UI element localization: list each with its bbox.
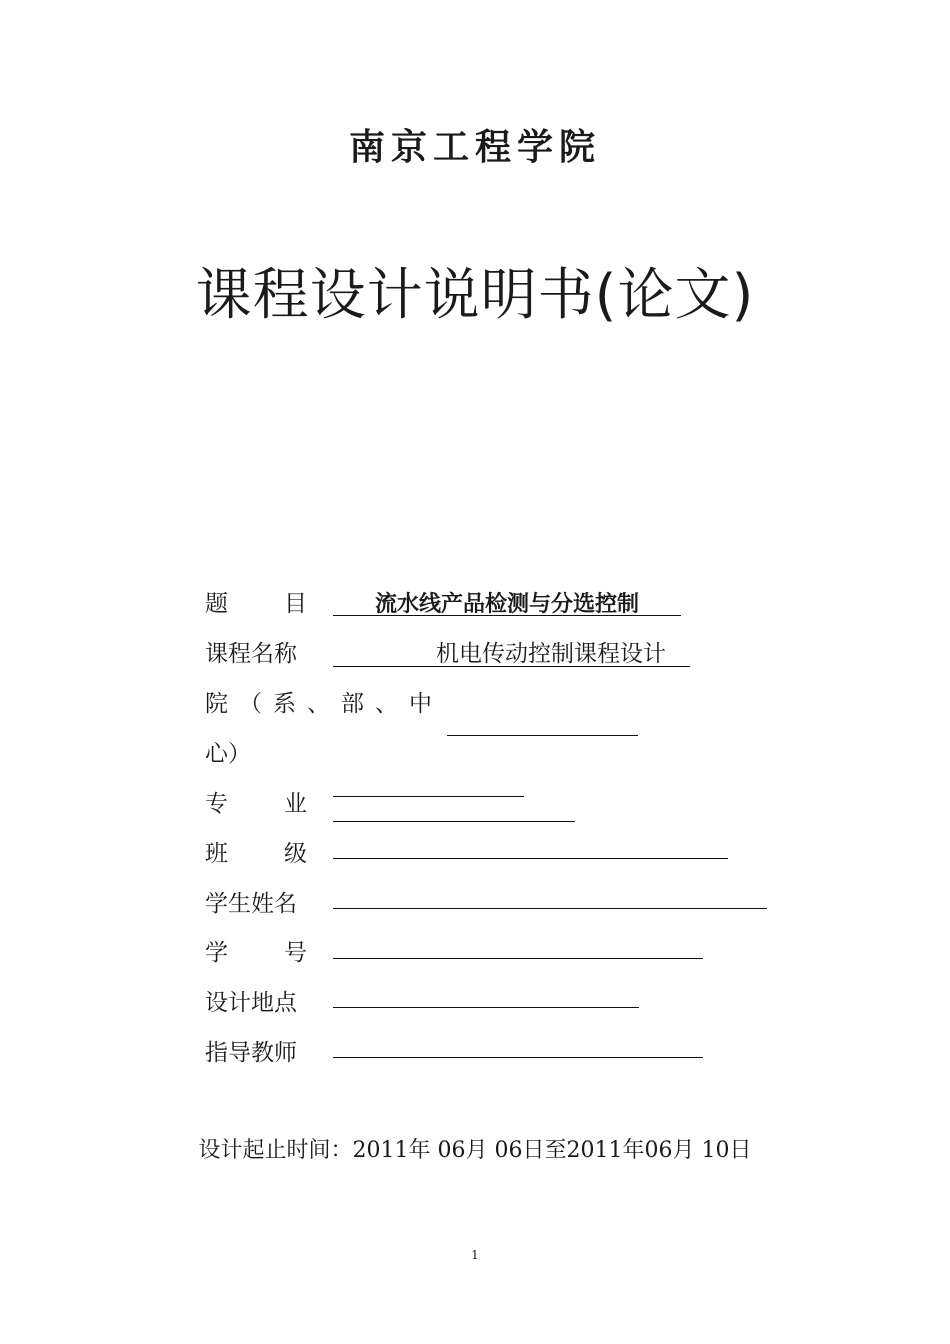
document-title: 课程设计说明书(论文) xyxy=(195,263,755,328)
major-label: 专业 xyxy=(205,791,363,817)
location-underline xyxy=(333,1007,639,1008)
school-name: 南京工程学院 xyxy=(348,126,601,168)
student-id-label: 学号 xyxy=(205,940,363,966)
topic-value: 流水线产品检测与分选控制 xyxy=(375,592,640,617)
class-label: 班级 xyxy=(205,841,363,867)
location-label: 设计地点 xyxy=(205,990,297,1016)
student-id-underline xyxy=(333,958,703,959)
design-period: 设计起止时间：2011年 06月 06日至2011年06月 10日 xyxy=(198,1138,752,1163)
advisor-underline xyxy=(333,1057,703,1058)
department-label-cont: 心） xyxy=(205,741,251,767)
topic-label: 题目 xyxy=(205,591,363,617)
major-underline-top xyxy=(333,796,524,797)
class-underline xyxy=(333,858,728,859)
course-name-label: 课程名称 xyxy=(205,641,297,667)
major-underline xyxy=(333,821,575,822)
department-underline xyxy=(447,735,638,736)
page-number: 1 xyxy=(471,1248,479,1262)
student-name-label: 学生姓名 xyxy=(205,891,297,917)
student-name-underline xyxy=(333,908,767,909)
department-label: 院（系、部、中 xyxy=(205,691,443,717)
course-name-value: 机电传动控制课程设计 xyxy=(436,641,666,667)
advisor-label: 指导教师 xyxy=(205,1040,297,1066)
